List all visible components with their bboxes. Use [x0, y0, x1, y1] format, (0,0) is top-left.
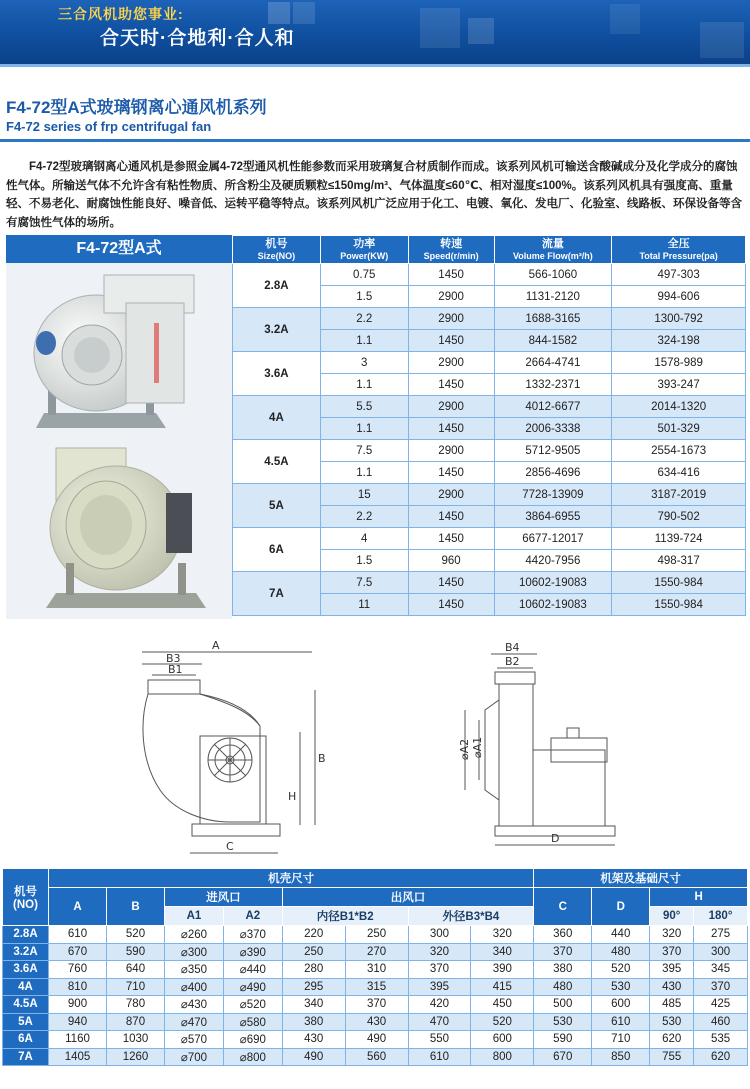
- dimension-no-cell: 4A: [3, 978, 49, 996]
- performance-cell: 1.5: [320, 286, 408, 308]
- dim-label-b: B: [318, 752, 326, 765]
- dimension-cell: 670: [534, 1048, 592, 1066]
- col-d: D: [592, 888, 650, 926]
- dimension-cell: 390: [471, 961, 534, 979]
- performance-cell: 10602-19083: [494, 572, 612, 594]
- dimension-row: [3, 996, 748, 1014]
- performance-cell: 1450: [408, 374, 494, 396]
- dimension-cell: 275: [694, 926, 748, 944]
- dimension-cell: 530: [650, 1013, 694, 1031]
- dim-label-b2: B2: [505, 655, 520, 668]
- performance-cell: 1.1: [320, 330, 408, 352]
- dimension-cell: 270: [345, 943, 408, 961]
- dimension-cell: 610: [49, 926, 107, 944]
- dimension-row: [3, 1048, 748, 1066]
- decor-square: [268, 2, 290, 24]
- col-a: A: [49, 888, 107, 926]
- dimension-cell: 300: [694, 943, 748, 961]
- performance-cell: 1550-984: [612, 594, 746, 616]
- dimension-row: [3, 1013, 748, 1031]
- performance-row: [233, 440, 746, 462]
- col-pressure: 全压 Total Pressure(pa): [612, 236, 746, 264]
- dimension-cell: ⌀260: [165, 926, 224, 944]
- performance-cell: 5712-9505: [494, 440, 612, 462]
- performance-cell: 498-317: [612, 550, 746, 572]
- size-cell: 7A: [233, 572, 321, 616]
- dimension-cell: 870: [107, 1013, 165, 1031]
- performance-cell: 2006-3338: [494, 418, 612, 440]
- dimension-table: [2, 868, 748, 1066]
- dimension-cell: 1405: [49, 1048, 107, 1066]
- performance-cell: 1550-984: [612, 572, 746, 594]
- dimension-cell: 340: [471, 943, 534, 961]
- dimension-cell: 535: [694, 1031, 748, 1049]
- performance-cell: 1.1: [320, 418, 408, 440]
- dimension-cell: 430: [345, 1013, 408, 1031]
- performance-cell: 1332-2371: [494, 374, 612, 396]
- performance-cell: 1450: [408, 506, 494, 528]
- dimension-cell: 425: [694, 996, 748, 1014]
- performance-cell: 501-329: [612, 418, 746, 440]
- performance-cell: 4: [320, 528, 408, 550]
- dimension-cell: ⌀800: [223, 1048, 282, 1066]
- dim-label-d: D: [551, 832, 560, 845]
- dimension-cell: 640: [107, 961, 165, 979]
- dimension-cell: 530: [592, 978, 650, 996]
- dim-label-a: A: [212, 640, 220, 652]
- header-outlet: 出风口: [282, 888, 533, 907]
- side-view-drawing: [130, 640, 330, 860]
- performance-cell: 15: [320, 484, 408, 506]
- dimension-no-cell: 7A: [3, 1048, 49, 1066]
- dimension-cell: 430: [282, 1031, 345, 1049]
- dim-label-b1: B1: [168, 663, 183, 676]
- performance-cell: 4012-6677: [494, 396, 612, 418]
- performance-cell: 1450: [408, 418, 494, 440]
- dimension-cell: 315: [345, 978, 408, 996]
- dimension-cell: 760: [49, 961, 107, 979]
- dimension-cell: 395: [650, 961, 694, 979]
- decor-square: [610, 4, 640, 34]
- performance-cell: 324-198: [612, 330, 746, 352]
- dimension-cell: 600: [471, 1031, 534, 1049]
- performance-row: [233, 308, 746, 330]
- dimension-cell: ⌀400: [165, 978, 224, 996]
- performance-cell: 1450: [408, 528, 494, 550]
- model-label: F4-72型A式: [6, 235, 232, 263]
- performance-cell: 566-1060: [494, 264, 612, 286]
- dim-label-h: H: [288, 790, 297, 803]
- performance-cell: 3864-6955: [494, 506, 612, 528]
- dimension-cell: ⌀440: [223, 961, 282, 979]
- performance-cell: 1139-724: [612, 528, 746, 550]
- size-cell: 3.6A: [233, 352, 321, 396]
- dimension-cell: 450: [471, 996, 534, 1014]
- size-cell: 2.8A: [233, 264, 321, 308]
- dimension-cell: 460: [694, 1013, 748, 1031]
- dimension-cell: 430: [650, 978, 694, 996]
- dimension-cell: 550: [408, 1031, 471, 1049]
- dimension-cell: 300: [408, 926, 471, 944]
- dimension-cell: ⌀690: [223, 1031, 282, 1049]
- performance-cell: 2664-4741: [494, 352, 612, 374]
- dimension-cell: 220: [282, 926, 345, 944]
- dimension-cell: 360: [534, 926, 592, 944]
- page-title: F4-72型A式玻璃钢离心通风机系列: [6, 98, 267, 117]
- dimension-cell: 490: [345, 1031, 408, 1049]
- decor-square: [293, 2, 315, 24]
- dimension-cell: 620: [694, 1048, 748, 1066]
- dimension-cell: 415: [471, 978, 534, 996]
- dimension-cell: 610: [408, 1048, 471, 1066]
- dimension-cell: 480: [534, 978, 592, 996]
- col-size: 机号 Size(NO): [233, 236, 321, 264]
- performance-cell: 2856-4696: [494, 462, 612, 484]
- dimension-cell: 610: [592, 1013, 650, 1031]
- decor-square: [468, 18, 494, 44]
- dimension-cell: 320: [408, 943, 471, 961]
- dimension-cell: ⌀580: [223, 1013, 282, 1031]
- performance-cell: 11: [320, 594, 408, 616]
- fan-photo-2: [46, 448, 206, 608]
- dimension-cell: 940: [49, 1013, 107, 1031]
- dimension-row: [3, 943, 748, 961]
- performance-cell: 7728-13909: [494, 484, 612, 506]
- fan-photo-illustration: [6, 263, 232, 619]
- performance-row: [233, 396, 746, 418]
- col-h180: 180°: [694, 907, 748, 926]
- performance-cell: 497-303: [612, 264, 746, 286]
- header-banner: [0, 0, 750, 64]
- dimension-row: [3, 961, 748, 979]
- col-h: H: [650, 888, 748, 907]
- size-cell: 5A: [233, 484, 321, 528]
- dimension-cell: 380: [282, 1013, 345, 1031]
- performance-cell: 960: [408, 550, 494, 572]
- header-casing: 机壳尺寸: [49, 869, 534, 888]
- dimension-no-cell: 3.2A: [3, 943, 49, 961]
- dimension-cell: 485: [650, 996, 694, 1014]
- decor-square: [420, 8, 460, 48]
- title-divider: [0, 139, 750, 142]
- performance-row: [233, 484, 746, 506]
- dimension-cell: 250: [282, 943, 345, 961]
- dimension-cell: 1260: [107, 1048, 165, 1066]
- dim-label-a2: ⌀A2: [458, 738, 471, 760]
- performance-cell: 3187-2019: [612, 484, 746, 506]
- dimension-cell: 250: [345, 926, 408, 944]
- dimension-cell: 670: [49, 943, 107, 961]
- dimension-cell: 600: [592, 996, 650, 1014]
- dimension-cell: 1160: [49, 1031, 107, 1049]
- col-b: B: [107, 888, 165, 926]
- dimension-cell: 370: [694, 978, 748, 996]
- header-stripe: [0, 64, 750, 67]
- dimension-cell: 310: [345, 961, 408, 979]
- dimension-body: [3, 926, 748, 1066]
- dimension-cell: ⌀350: [165, 961, 224, 979]
- dimension-cell: 900: [49, 996, 107, 1014]
- dimension-cell: 280: [282, 961, 345, 979]
- size-cell: 4A: [233, 396, 321, 440]
- dimension-cell: 710: [107, 978, 165, 996]
- performance-header-row: [233, 236, 746, 264]
- dim-label-c: C: [226, 840, 234, 853]
- banner-tag: 三合风机助您事业:: [58, 6, 184, 22]
- performance-cell: 2554-1673: [612, 440, 746, 462]
- performance-cell: 1450: [408, 330, 494, 352]
- performance-cell: 1.1: [320, 462, 408, 484]
- performance-cell: 2.2: [320, 506, 408, 528]
- performance-cell: 5.5: [320, 396, 408, 418]
- dimension-cell: 320: [650, 926, 694, 944]
- dimension-no-cell: 4.5A: [3, 996, 49, 1014]
- performance-cell: 7.5: [320, 572, 408, 594]
- col-speed: 转速 Speed(r/min): [408, 236, 494, 264]
- dimension-no-cell: 3.6A: [3, 961, 49, 979]
- product-photos: [6, 263, 232, 619]
- dimension-no-cell: 2.8A: [3, 926, 49, 944]
- dimension-cell: 370: [345, 996, 408, 1014]
- dimension-cell: 345: [694, 961, 748, 979]
- performance-row: [233, 352, 746, 374]
- performance-cell: 1131-2120: [494, 286, 612, 308]
- performance-cell: 2900: [408, 352, 494, 374]
- performance-cell: 2900: [408, 286, 494, 308]
- performance-row: [233, 528, 746, 550]
- dimension-cell: 520: [471, 1013, 534, 1031]
- performance-cell: 1300-792: [612, 308, 746, 330]
- performance-cell: 1450: [408, 462, 494, 484]
- performance-cell: 6677-12017: [494, 528, 612, 550]
- decor-square: [700, 22, 744, 58]
- dimension-cell: ⌀570: [165, 1031, 224, 1049]
- col-a2: A2: [223, 907, 282, 926]
- performance-cell: 994-606: [612, 286, 746, 308]
- performance-cell: 7.5: [320, 440, 408, 462]
- col-h90: 90°: [650, 907, 694, 926]
- dimension-cell: 520: [592, 961, 650, 979]
- performance-cell: 1.5: [320, 550, 408, 572]
- dimension-cell: 560: [345, 1048, 408, 1066]
- dimension-cell: ⌀520: [223, 996, 282, 1014]
- dimension-cell: 480: [592, 943, 650, 961]
- performance-cell: 1.1: [320, 374, 408, 396]
- dimension-row: [3, 1031, 748, 1049]
- dimension-cell: 380: [534, 961, 592, 979]
- dim-label-b3: B3: [166, 652, 181, 665]
- performance-cell: 1450: [408, 594, 494, 616]
- dimension-cell: 370: [408, 961, 471, 979]
- dimension-cell: 370: [650, 943, 694, 961]
- performance-cell: 4420-7956: [494, 550, 612, 572]
- size-cell: 4.5A: [233, 440, 321, 484]
- dimension-row: [3, 978, 748, 996]
- performance-cell: 2900: [408, 440, 494, 462]
- col-a1: A1: [165, 907, 224, 926]
- dim-label-b4: B4: [505, 641, 520, 654]
- performance-cell: 2900: [408, 396, 494, 418]
- performance-cell: 2014-1320: [612, 396, 746, 418]
- banner-slogan: 合天时·合地利·合人和: [100, 28, 295, 49]
- dimension-no-cell: 5A: [3, 1013, 49, 1031]
- performance-cell: 1688-3165: [494, 308, 612, 330]
- dimension-cell: 590: [107, 943, 165, 961]
- dimension-cell: ⌀390: [223, 943, 282, 961]
- dimension-cell: 395: [408, 978, 471, 996]
- dimension-cell: ⌀700: [165, 1048, 224, 1066]
- dimension-cell: ⌀370: [223, 926, 282, 944]
- dimension-cell: 370: [534, 943, 592, 961]
- fan-photo-1: [34, 275, 194, 428]
- col-no: 机号 (NO): [3, 869, 49, 926]
- dimension-cell: 420: [408, 996, 471, 1014]
- performance-table: [232, 235, 746, 616]
- performance-row: [233, 264, 746, 286]
- col-flow: 流量 Volume Flow(m³/h): [494, 236, 612, 264]
- dimension-cell: 800: [471, 1048, 534, 1066]
- dimension-header-row-1: [3, 869, 748, 888]
- performance-cell: 634-416: [612, 462, 746, 484]
- performance-cell: 3: [320, 352, 408, 374]
- dimension-cell: 710: [592, 1031, 650, 1049]
- col-outer: 外径B3*B4: [408, 907, 534, 926]
- performance-cell: 1450: [408, 264, 494, 286]
- size-cell: 6A: [233, 528, 321, 572]
- dimension-cell: 470: [408, 1013, 471, 1031]
- performance-cell: 0.75: [320, 264, 408, 286]
- front-view-drawing: [455, 640, 635, 860]
- dimension-row: [3, 926, 748, 944]
- dimension-no-cell: 6A: [3, 1031, 49, 1049]
- dimension-cell: 810: [49, 978, 107, 996]
- dimension-cell: 520: [107, 926, 165, 944]
- dimension-cell: 850: [592, 1048, 650, 1066]
- dimension-cell: 500: [534, 996, 592, 1014]
- dimension-cell: 590: [534, 1031, 592, 1049]
- intro-paragraph: F4-72型玻璃钢离心通风机是参照金属4-72型通风机性能参数而采用玻璃复合材质制作而成。该系列风机可输送含酸碱成分及化学成分的腐蚀性气体。所输送气体不允许含有粘性物质、所含粉尘及硬质颗粒≤150mg/m³、气体温度≤60℃、相对湿度≤100%。该系列风机具有强度高、重量轻、不易老化、耐腐蚀性能良好、噪音低、运转平稳等特点。该系列风机广泛应用于化工、电镀、氧化、发电厂、化验室、线路板、环保设备等含有腐蚀性气体的场所。: [6, 161, 742, 229]
- dimension-cell: 1030: [107, 1031, 165, 1049]
- dimension-cell: ⌀300: [165, 943, 224, 961]
- size-cell: 3.2A: [233, 308, 321, 352]
- header-inlet: 进风口: [165, 888, 283, 907]
- dim-label-a1: ⌀A1: [471, 736, 484, 758]
- performance-cell: 1450: [408, 572, 494, 594]
- dimension-cell: 780: [107, 996, 165, 1014]
- performance-cell: 1578-989: [612, 352, 746, 374]
- dimension-cell: 620: [650, 1031, 694, 1049]
- dimension-cell: 530: [534, 1013, 592, 1031]
- page-subtitle: F4-72 series of frp centrifugal fan: [6, 119, 212, 134]
- header-frame: 机架及基础尺寸: [534, 869, 748, 888]
- performance-cell: 2900: [408, 484, 494, 506]
- dimension-cell: 440: [592, 926, 650, 944]
- performance-cell: 2.2: [320, 308, 408, 330]
- col-inner: 内径B1*B2: [282, 907, 408, 926]
- dimension-cell: ⌀490: [223, 978, 282, 996]
- performance-cell: 10602-19083: [494, 594, 612, 616]
- dimension-cell: 320: [471, 926, 534, 944]
- performance-cell: 844-1582: [494, 330, 612, 352]
- performance-cell: 2900: [408, 308, 494, 330]
- performance-row: [233, 572, 746, 594]
- dimension-cell: 755: [650, 1048, 694, 1066]
- performance-body: [233, 264, 746, 616]
- dimension-cell: 490: [282, 1048, 345, 1066]
- col-c: C: [534, 888, 592, 926]
- dimension-cell: ⌀430: [165, 996, 224, 1014]
- performance-cell: 393-247: [612, 374, 746, 396]
- col-power: 功率 Power(KW): [320, 236, 408, 264]
- dimension-header-row-2: [3, 888, 748, 907]
- performance-cell: 790-502: [612, 506, 746, 528]
- dimension-cell: 340: [282, 996, 345, 1014]
- dimension-cell: 295: [282, 978, 345, 996]
- dimension-cell: ⌀470: [165, 1013, 224, 1031]
